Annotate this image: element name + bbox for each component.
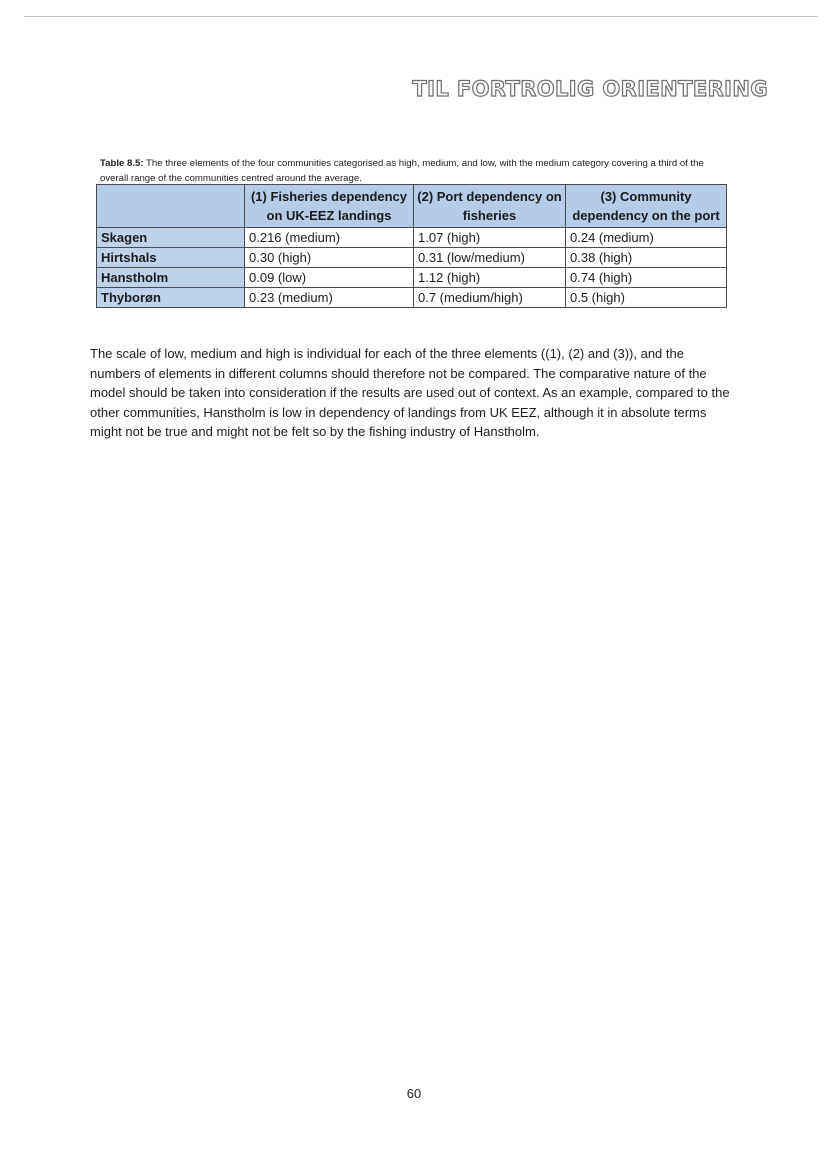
column-header-fisheries-dependency: (1) Fisheries dependency on UK-EEZ landings bbox=[245, 185, 414, 228]
row-header-skagen: Skagen bbox=[97, 228, 245, 248]
table-cell: 0.24 (medium) bbox=[566, 228, 727, 248]
table-cell: 1.12 (high) bbox=[414, 268, 566, 288]
table-cell: 0.30 (high) bbox=[245, 248, 414, 268]
table-cell: 0.09 (low) bbox=[245, 268, 414, 288]
page-number: 60 bbox=[406, 1086, 422, 1101]
header-corner-cell bbox=[97, 185, 245, 228]
table-cell: 0.38 (high) bbox=[566, 248, 727, 268]
table-row bbox=[97, 228, 727, 248]
table-caption bbox=[100, 157, 720, 186]
column-header-community-dependency: (3) Community dependency on the port bbox=[566, 185, 727, 228]
table-header-row bbox=[97, 185, 727, 228]
table-caption-label: Table 8.5: bbox=[100, 158, 144, 169]
table-cell: 0.5 (high) bbox=[566, 288, 727, 308]
table-row bbox=[97, 288, 727, 308]
dependency-table bbox=[96, 184, 727, 308]
table-cell: 0.23 (medium) bbox=[245, 288, 414, 308]
row-header-hanstholm: Hanstholm bbox=[97, 268, 245, 288]
row-header-thyboron: Thyborøn bbox=[97, 288, 245, 308]
table-cell: 0.216 (medium) bbox=[245, 228, 414, 248]
top-rule bbox=[24, 16, 818, 17]
row-header-hirtshals: Hirtshals bbox=[97, 248, 245, 268]
table-caption-text: The three elements of the four communities categorised as high, medium, and low, with the medium category covering a third of the overall range of the communities centred around the average. bbox=[100, 158, 704, 184]
column-header-port-dependency: (2) Port dependency on fisheries bbox=[414, 185, 566, 228]
table-cell: 0.74 (high) bbox=[566, 268, 727, 288]
table-row bbox=[97, 268, 727, 288]
body-paragraph: The scale of low, medium and high is individual for each of the three elements ((1), (2) and (3)), and the numbers of elements in different columns should therefore not be compared. The comparative nature of the model should be taken into consideration if the results are used out of context. As an example, compared to the other communities, Hanstholm is low in dependency of landings from UK EEZ, although it in absolute terms might not be true and might not be felt so by the fishing industry of Hanstholm. bbox=[90, 346, 730, 439]
classification-stamp: TIL FORTROLIG ORIENTERING bbox=[412, 77, 768, 101]
table-row bbox=[97, 248, 727, 268]
table-cell: 0.7 (medium/high) bbox=[414, 288, 566, 308]
table-cell: 1.07 (high) bbox=[414, 228, 566, 248]
table-cell: 0.31 (low/medium) bbox=[414, 248, 566, 268]
